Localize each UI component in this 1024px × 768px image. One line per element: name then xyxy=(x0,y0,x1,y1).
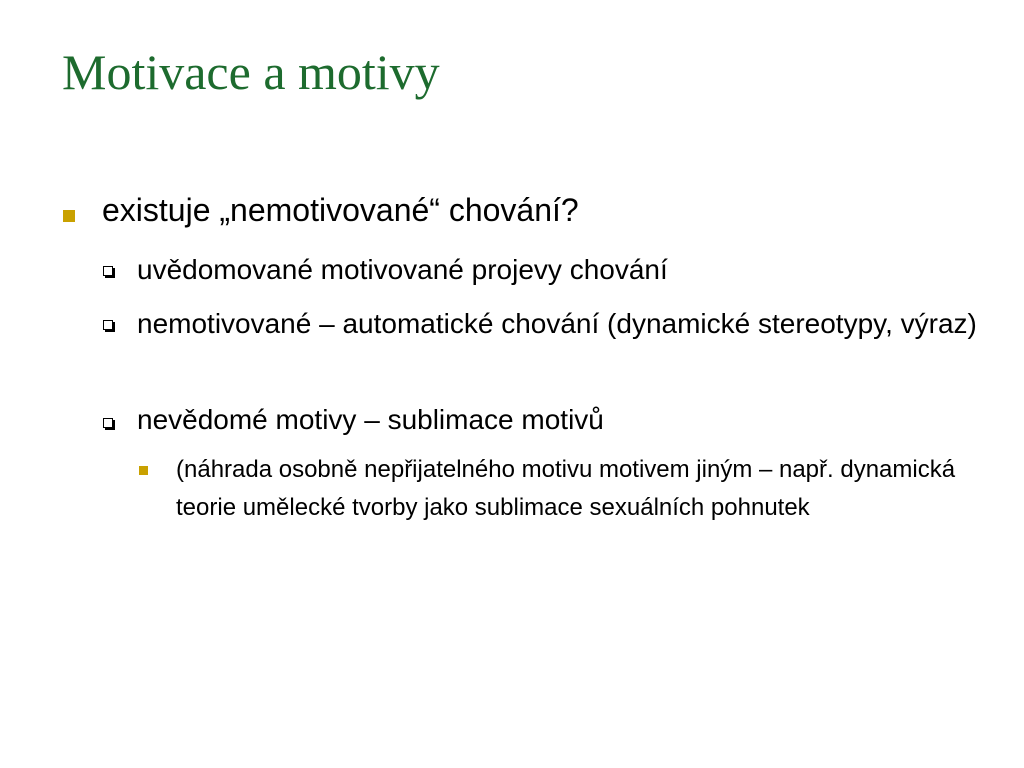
list-item-level-1: existuje „nemotivované“ chování? xyxy=(102,192,579,228)
filled-square-bullet-icon xyxy=(139,466,148,475)
list-item-level-2: nevědomé motivy – sublimace motivů xyxy=(137,404,604,435)
hollow-square-bullet-icon xyxy=(103,320,113,330)
hollow-square-bullet-icon xyxy=(103,418,113,428)
list-item-level-2: uvědomované motivované projevy chování xyxy=(137,254,668,285)
list-item-level-3: (náhrada osobně nepřijatelného motivu motivem jiným – např. dynamická teorie umělecké tvorby jako sublimace sexuálních pohnutek xyxy=(176,456,956,521)
slide-title: Motivace a motivy xyxy=(62,44,440,100)
filled-square-bullet-icon xyxy=(63,210,75,222)
hollow-square-bullet-icon xyxy=(103,266,113,276)
list-item-level-2: nemotivované – automatické chování (dynamické stereotypy, výraz) xyxy=(137,308,977,339)
